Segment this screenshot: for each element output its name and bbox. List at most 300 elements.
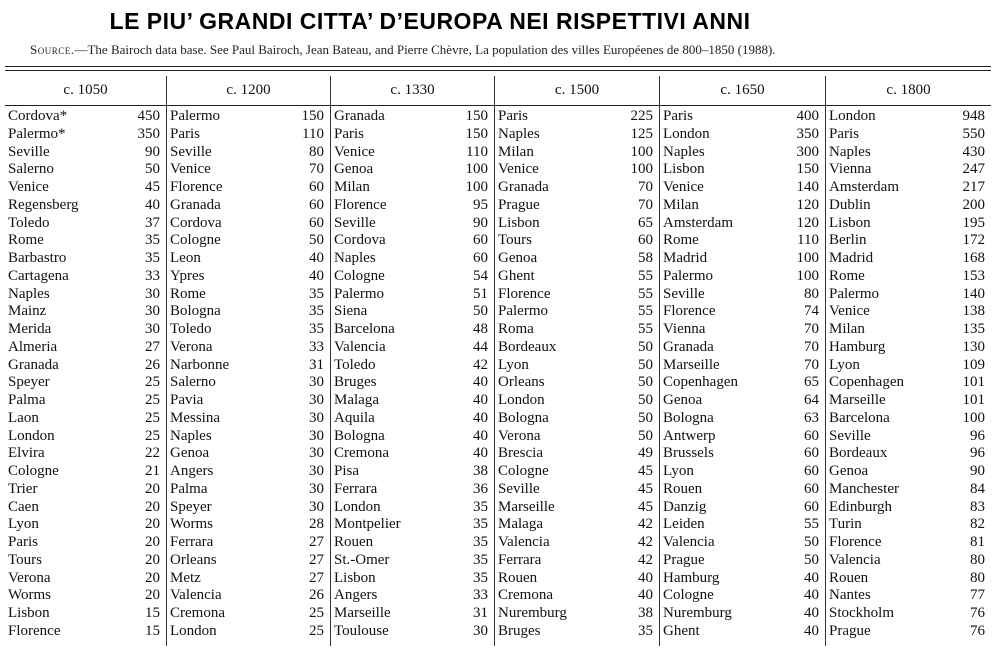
population-value: 15 <box>145 622 160 639</box>
population-value: 33 <box>145 267 160 284</box>
table-row <box>826 445 991 463</box>
city-name: Bordeaux <box>498 338 557 355</box>
city-name: Paris <box>663 108 693 124</box>
city-name: Regensberg <box>8 196 79 213</box>
population-value: 550 <box>962 125 985 142</box>
table-row <box>331 339 494 357</box>
population-value: 65 <box>804 374 819 391</box>
top-rule-double <box>5 70 991 71</box>
table-row <box>495 303 659 321</box>
table-row <box>167 428 330 446</box>
population-value: 42 <box>638 516 653 533</box>
table-row <box>660 286 825 304</box>
population-value: 168 <box>962 250 985 266</box>
city-name: Stockholm <box>829 605 895 621</box>
city-name: Cremona <box>170 605 225 621</box>
population-value: 153 <box>962 267 985 284</box>
table-row <box>331 534 494 552</box>
city-name: Madrid <box>663 250 708 266</box>
population-value: 48 <box>473 321 488 337</box>
city-name: Pisa <box>334 463 360 479</box>
table-row <box>167 605 330 623</box>
table-row <box>331 392 494 410</box>
city-name: London <box>334 498 381 515</box>
population-value: 60 <box>804 463 819 479</box>
population-value: 42 <box>638 551 653 568</box>
table-row <box>331 570 494 588</box>
city-name: Granada <box>498 179 549 195</box>
city-name: Seville <box>334 214 376 231</box>
city-name: Vienna <box>663 321 706 337</box>
population-value: 110 <box>302 125 324 142</box>
table-row <box>167 179 330 197</box>
city-name: Leiden <box>663 516 705 533</box>
table-row <box>167 534 330 552</box>
population-value: 50 <box>638 392 653 408</box>
city-name: Salerno <box>8 161 54 178</box>
population-value: 96 <box>970 427 985 444</box>
population-value: 60 <box>309 179 324 195</box>
city-name: Toledo <box>8 214 50 231</box>
table-row <box>5 357 166 375</box>
city-name: Palma <box>170 480 208 497</box>
population-value: 40 <box>473 392 488 408</box>
city-name: Hamburg <box>829 338 886 355</box>
population-value: 40 <box>309 267 324 284</box>
table-row <box>331 499 494 517</box>
table-row <box>167 286 330 304</box>
population-value: 55 <box>638 285 653 302</box>
population-value: 50 <box>473 303 488 320</box>
city-name: Manchester <box>829 480 899 497</box>
table-row <box>826 303 991 321</box>
table-row <box>660 463 825 481</box>
population-value: 30 <box>309 498 324 515</box>
population-value: 30 <box>309 392 324 408</box>
table-row <box>167 250 330 268</box>
city-name: Genoa <box>829 463 869 479</box>
city-name: Paris <box>170 125 200 142</box>
city-name: Lyon <box>663 463 694 479</box>
table-row <box>826 587 991 605</box>
city-name: Rome <box>829 267 865 284</box>
population-value: 35 <box>309 285 324 302</box>
population-value: 70 <box>638 179 653 195</box>
population-value: 100 <box>630 143 653 160</box>
table-row <box>495 516 659 534</box>
city-name: Edinburgh <box>829 498 893 515</box>
top-rule <box>5 66 991 67</box>
population-value: 20 <box>145 516 160 533</box>
city-name: Milan <box>334 179 370 195</box>
population-value: 50 <box>309 232 324 249</box>
table-row <box>167 357 330 375</box>
city-name: Cologne <box>498 463 549 479</box>
city-name: Lisbon <box>334 569 376 586</box>
city-name: Barcelona <box>829 409 890 426</box>
table-row <box>167 623 330 641</box>
table-row <box>660 534 825 552</box>
table-row <box>660 303 825 321</box>
city-name: Palermo <box>498 303 548 320</box>
city-name: Tours <box>498 232 532 249</box>
table-row <box>495 357 659 375</box>
population-value: 135 <box>962 321 985 337</box>
population-value: 20 <box>145 534 160 550</box>
population-value: 100 <box>796 250 819 266</box>
table-row <box>331 410 494 428</box>
population-value: 450 <box>137 108 160 124</box>
population-value: 35 <box>473 551 488 568</box>
table-row <box>5 232 166 250</box>
population-value: 30 <box>309 480 324 497</box>
table-row <box>826 126 991 144</box>
column-rows <box>660 108 825 641</box>
table-row <box>826 339 991 357</box>
table-row <box>495 197 659 215</box>
table-row <box>826 179 991 197</box>
city-name: Antwerp <box>663 427 716 444</box>
population-value: 30 <box>309 409 324 426</box>
table-row <box>660 374 825 392</box>
city-name: Verona <box>170 338 213 355</box>
column-header: c. 1200 <box>226 82 271 98</box>
city-name: Nantes <box>829 587 871 604</box>
population-value: 45 <box>638 498 653 515</box>
city-name: London <box>498 392 545 408</box>
population-value: 70 <box>804 321 819 337</box>
city-name: Malaga <box>498 516 543 533</box>
table-row <box>660 108 825 126</box>
table-row <box>495 215 659 233</box>
population-value: 55 <box>804 516 819 533</box>
table-row <box>331 587 494 605</box>
table-row <box>495 445 659 463</box>
city-name: Nuremburg <box>663 605 732 621</box>
column-1200 <box>167 76 331 646</box>
city-name: Bologna <box>170 303 221 320</box>
population-value: 30 <box>309 463 324 479</box>
table-row <box>331 126 494 144</box>
city-name: Granada <box>663 338 714 355</box>
population-value: 350 <box>796 125 819 142</box>
city-name: Ghent <box>498 267 535 284</box>
city-name: Messina <box>170 409 220 426</box>
city-name: St.-Omer <box>334 551 390 568</box>
table-row <box>331 623 494 641</box>
population-value: 101 <box>962 374 985 391</box>
population-value: 172 <box>962 232 985 249</box>
table-row <box>660 570 825 588</box>
population-value: 38 <box>638 605 653 621</box>
city-name: Bordeaux <box>829 445 888 462</box>
city-name: Venice <box>170 161 211 178</box>
population-value: 30 <box>309 445 324 462</box>
city-name: Venice <box>498 161 539 178</box>
population-value: 40 <box>309 250 324 266</box>
city-name: Worms <box>8 587 51 604</box>
population-value: 138 <box>962 303 985 320</box>
population-value: 15 <box>145 605 160 621</box>
population-value: 50 <box>638 374 653 391</box>
city-name: Speyer <box>8 374 50 391</box>
column-rows <box>826 108 991 641</box>
population-value: 25 <box>145 427 160 444</box>
population-value: 40 <box>804 622 819 639</box>
city-name: Marseille <box>334 605 391 621</box>
population-value: 948 <box>962 108 985 124</box>
population-value: 109 <box>962 356 985 373</box>
table-row <box>5 410 166 428</box>
population-value: 27 <box>145 338 160 355</box>
table-row <box>495 410 659 428</box>
city-name: Marseille <box>498 498 555 515</box>
city-name: Venice <box>334 143 375 160</box>
city-name: Trier <box>8 480 38 497</box>
column-1800 <box>826 76 991 646</box>
population-value: 100 <box>962 409 985 426</box>
city-name: Genoa <box>498 250 538 266</box>
city-name: London <box>170 622 217 639</box>
column-rows <box>331 108 494 641</box>
city-name: Bruges <box>498 622 541 639</box>
table-row <box>660 250 825 268</box>
population-value: 300 <box>796 143 819 160</box>
table-row <box>5 268 166 286</box>
table-row <box>495 499 659 517</box>
table-row <box>331 250 494 268</box>
city-name: Ghent <box>663 622 700 639</box>
city-name: Paris <box>8 534 38 550</box>
table-row <box>826 268 991 286</box>
population-value: 31 <box>309 356 324 373</box>
population-value: 42 <box>473 356 488 373</box>
city-name: Venice <box>663 179 704 195</box>
table-row <box>167 232 330 250</box>
city-name: Prague <box>663 551 705 568</box>
population-value: 33 <box>473 587 488 604</box>
city-name: Narbonne <box>170 356 230 373</box>
population-value: 35 <box>309 321 324 337</box>
population-value: 33 <box>309 338 324 355</box>
city-name: Lyon <box>498 356 529 373</box>
table-row <box>826 463 991 481</box>
city-name: Bologna <box>334 427 385 444</box>
table-row <box>167 587 330 605</box>
table-row <box>5 126 166 144</box>
city-name: Florence <box>498 285 551 302</box>
city-name: Amsterdam <box>829 179 899 195</box>
table-row <box>660 392 825 410</box>
city-name: Aquila <box>334 409 375 426</box>
table-row <box>826 623 991 641</box>
column-1050 <box>5 76 167 646</box>
population-value: 28 <box>309 516 324 533</box>
population-value: 35 <box>473 498 488 515</box>
table-row <box>331 215 494 233</box>
city-name: Mainz <box>8 303 47 320</box>
table-row <box>167 570 330 588</box>
population-value: 100 <box>465 161 488 178</box>
city-name: Lisbon <box>498 214 540 231</box>
population-value: 64 <box>804 392 819 408</box>
table-row <box>331 428 494 446</box>
table-row <box>331 232 494 250</box>
table-row <box>167 445 330 463</box>
city-name: Florence <box>8 622 61 639</box>
city-name: Toulouse <box>334 622 389 639</box>
table-row <box>660 481 825 499</box>
table-row <box>495 250 659 268</box>
population-value: 35 <box>309 303 324 320</box>
table-row <box>5 605 166 623</box>
population-value: 60 <box>804 445 819 462</box>
city-name: Naples <box>170 427 212 444</box>
table-row <box>5 250 166 268</box>
city-name: Pavia <box>170 392 204 408</box>
population-value: 26 <box>309 587 324 604</box>
population-value: 45 <box>638 480 653 497</box>
table-row <box>495 339 659 357</box>
population-value: 80 <box>970 551 985 568</box>
population-value: 76 <box>970 605 985 621</box>
table-row <box>826 250 991 268</box>
table-row <box>331 303 494 321</box>
city-name: Cologne <box>8 463 59 479</box>
city-name: Danzig <box>663 498 707 515</box>
population-value: 35 <box>145 232 160 249</box>
population-value: 35 <box>638 622 653 639</box>
city-name: Montpelier <box>334 516 401 533</box>
city-name: Copenhagen <box>663 374 738 391</box>
city-name: Palermo <box>170 108 220 124</box>
city-name: Cremona <box>498 587 553 604</box>
table-row <box>660 321 825 339</box>
table-row <box>495 126 659 144</box>
city-name: Palma <box>8 392 46 408</box>
table-row <box>5 392 166 410</box>
population-value: 125 <box>630 125 653 142</box>
city-name: Bologna <box>498 409 549 426</box>
table-row <box>5 374 166 392</box>
table-row <box>826 286 991 304</box>
table-row <box>826 215 991 233</box>
table-row <box>826 570 991 588</box>
city-name: Rouen <box>663 480 703 497</box>
table-row <box>826 392 991 410</box>
population-value: 101 <box>962 392 985 408</box>
table-row <box>495 428 659 446</box>
city-name: London <box>829 108 876 124</box>
source-label: Source. <box>30 42 75 57</box>
population-value: 140 <box>796 179 819 195</box>
city-name: Cologne <box>334 267 385 284</box>
population-value: 40 <box>638 587 653 604</box>
table-row <box>826 552 991 570</box>
population-value: 110 <box>466 143 488 160</box>
table-row <box>5 108 166 126</box>
city-name: Genoa <box>663 392 703 408</box>
population-value: 350 <box>137 125 160 142</box>
table-row <box>5 445 166 463</box>
table-row <box>660 179 825 197</box>
table-row <box>331 445 494 463</box>
population-value: 30 <box>473 622 488 639</box>
population-value: 38 <box>473 463 488 479</box>
population-value: 70 <box>804 356 819 373</box>
city-name: Milan <box>498 143 534 160</box>
city-name: Brussels <box>663 445 714 462</box>
population-value: 80 <box>970 569 985 586</box>
population-value: 20 <box>145 587 160 604</box>
city-name: Salerno <box>170 374 216 391</box>
table-row <box>331 268 494 286</box>
population-value: 50 <box>638 338 653 355</box>
table-row <box>5 161 166 179</box>
population-value: 150 <box>465 108 488 124</box>
city-name: Florence <box>334 196 387 213</box>
table-row <box>167 499 330 517</box>
city-name: London <box>663 125 710 142</box>
city-name: Barbastro <box>8 250 67 266</box>
city-name: Copenhagen <box>829 374 904 391</box>
population-value: 40 <box>473 409 488 426</box>
population-value: 50 <box>638 409 653 426</box>
table-row <box>5 570 166 588</box>
population-value: 130 <box>962 338 985 355</box>
population-value: 80 <box>309 143 324 160</box>
table-row <box>495 534 659 552</box>
population-value: 150 <box>796 161 819 178</box>
table-row <box>660 126 825 144</box>
population-value: 44 <box>473 338 488 355</box>
table-row <box>331 108 494 126</box>
column-1650 <box>660 76 826 646</box>
population-value: 90 <box>473 214 488 231</box>
city-name: Malaga <box>334 392 379 408</box>
city-name: Turin <box>829 516 862 533</box>
city-name: Rouen <box>829 569 869 586</box>
table-row <box>5 428 166 446</box>
city-name: Florence <box>170 179 223 195</box>
city-name: Valencia <box>498 534 550 550</box>
column-rows <box>5 108 166 641</box>
population-value: 58 <box>638 250 653 266</box>
population-value: 31 <box>473 605 488 621</box>
city-name: Cologne <box>170 232 221 249</box>
population-value: 217 <box>962 179 985 195</box>
city-name: Ypres <box>170 267 205 284</box>
city-name: Valencia <box>334 338 386 355</box>
population-value: 60 <box>473 250 488 266</box>
city-name: Palermo <box>663 267 713 284</box>
table-row <box>167 374 330 392</box>
city-name: Paris <box>334 125 364 142</box>
city-name: Madrid <box>829 250 874 266</box>
population-value: 40 <box>473 445 488 462</box>
population-value: 36 <box>473 480 488 497</box>
table-row <box>5 321 166 339</box>
column-header: c. 1330 <box>390 82 435 98</box>
city-name: Elvira <box>8 445 45 462</box>
table-row <box>167 197 330 215</box>
city-name: Caen <box>8 498 39 515</box>
table-row <box>660 161 825 179</box>
population-value: 140 <box>962 285 985 302</box>
population-value: 60 <box>804 480 819 497</box>
population-value: 40 <box>473 374 488 391</box>
city-name: Seville <box>8 143 50 160</box>
